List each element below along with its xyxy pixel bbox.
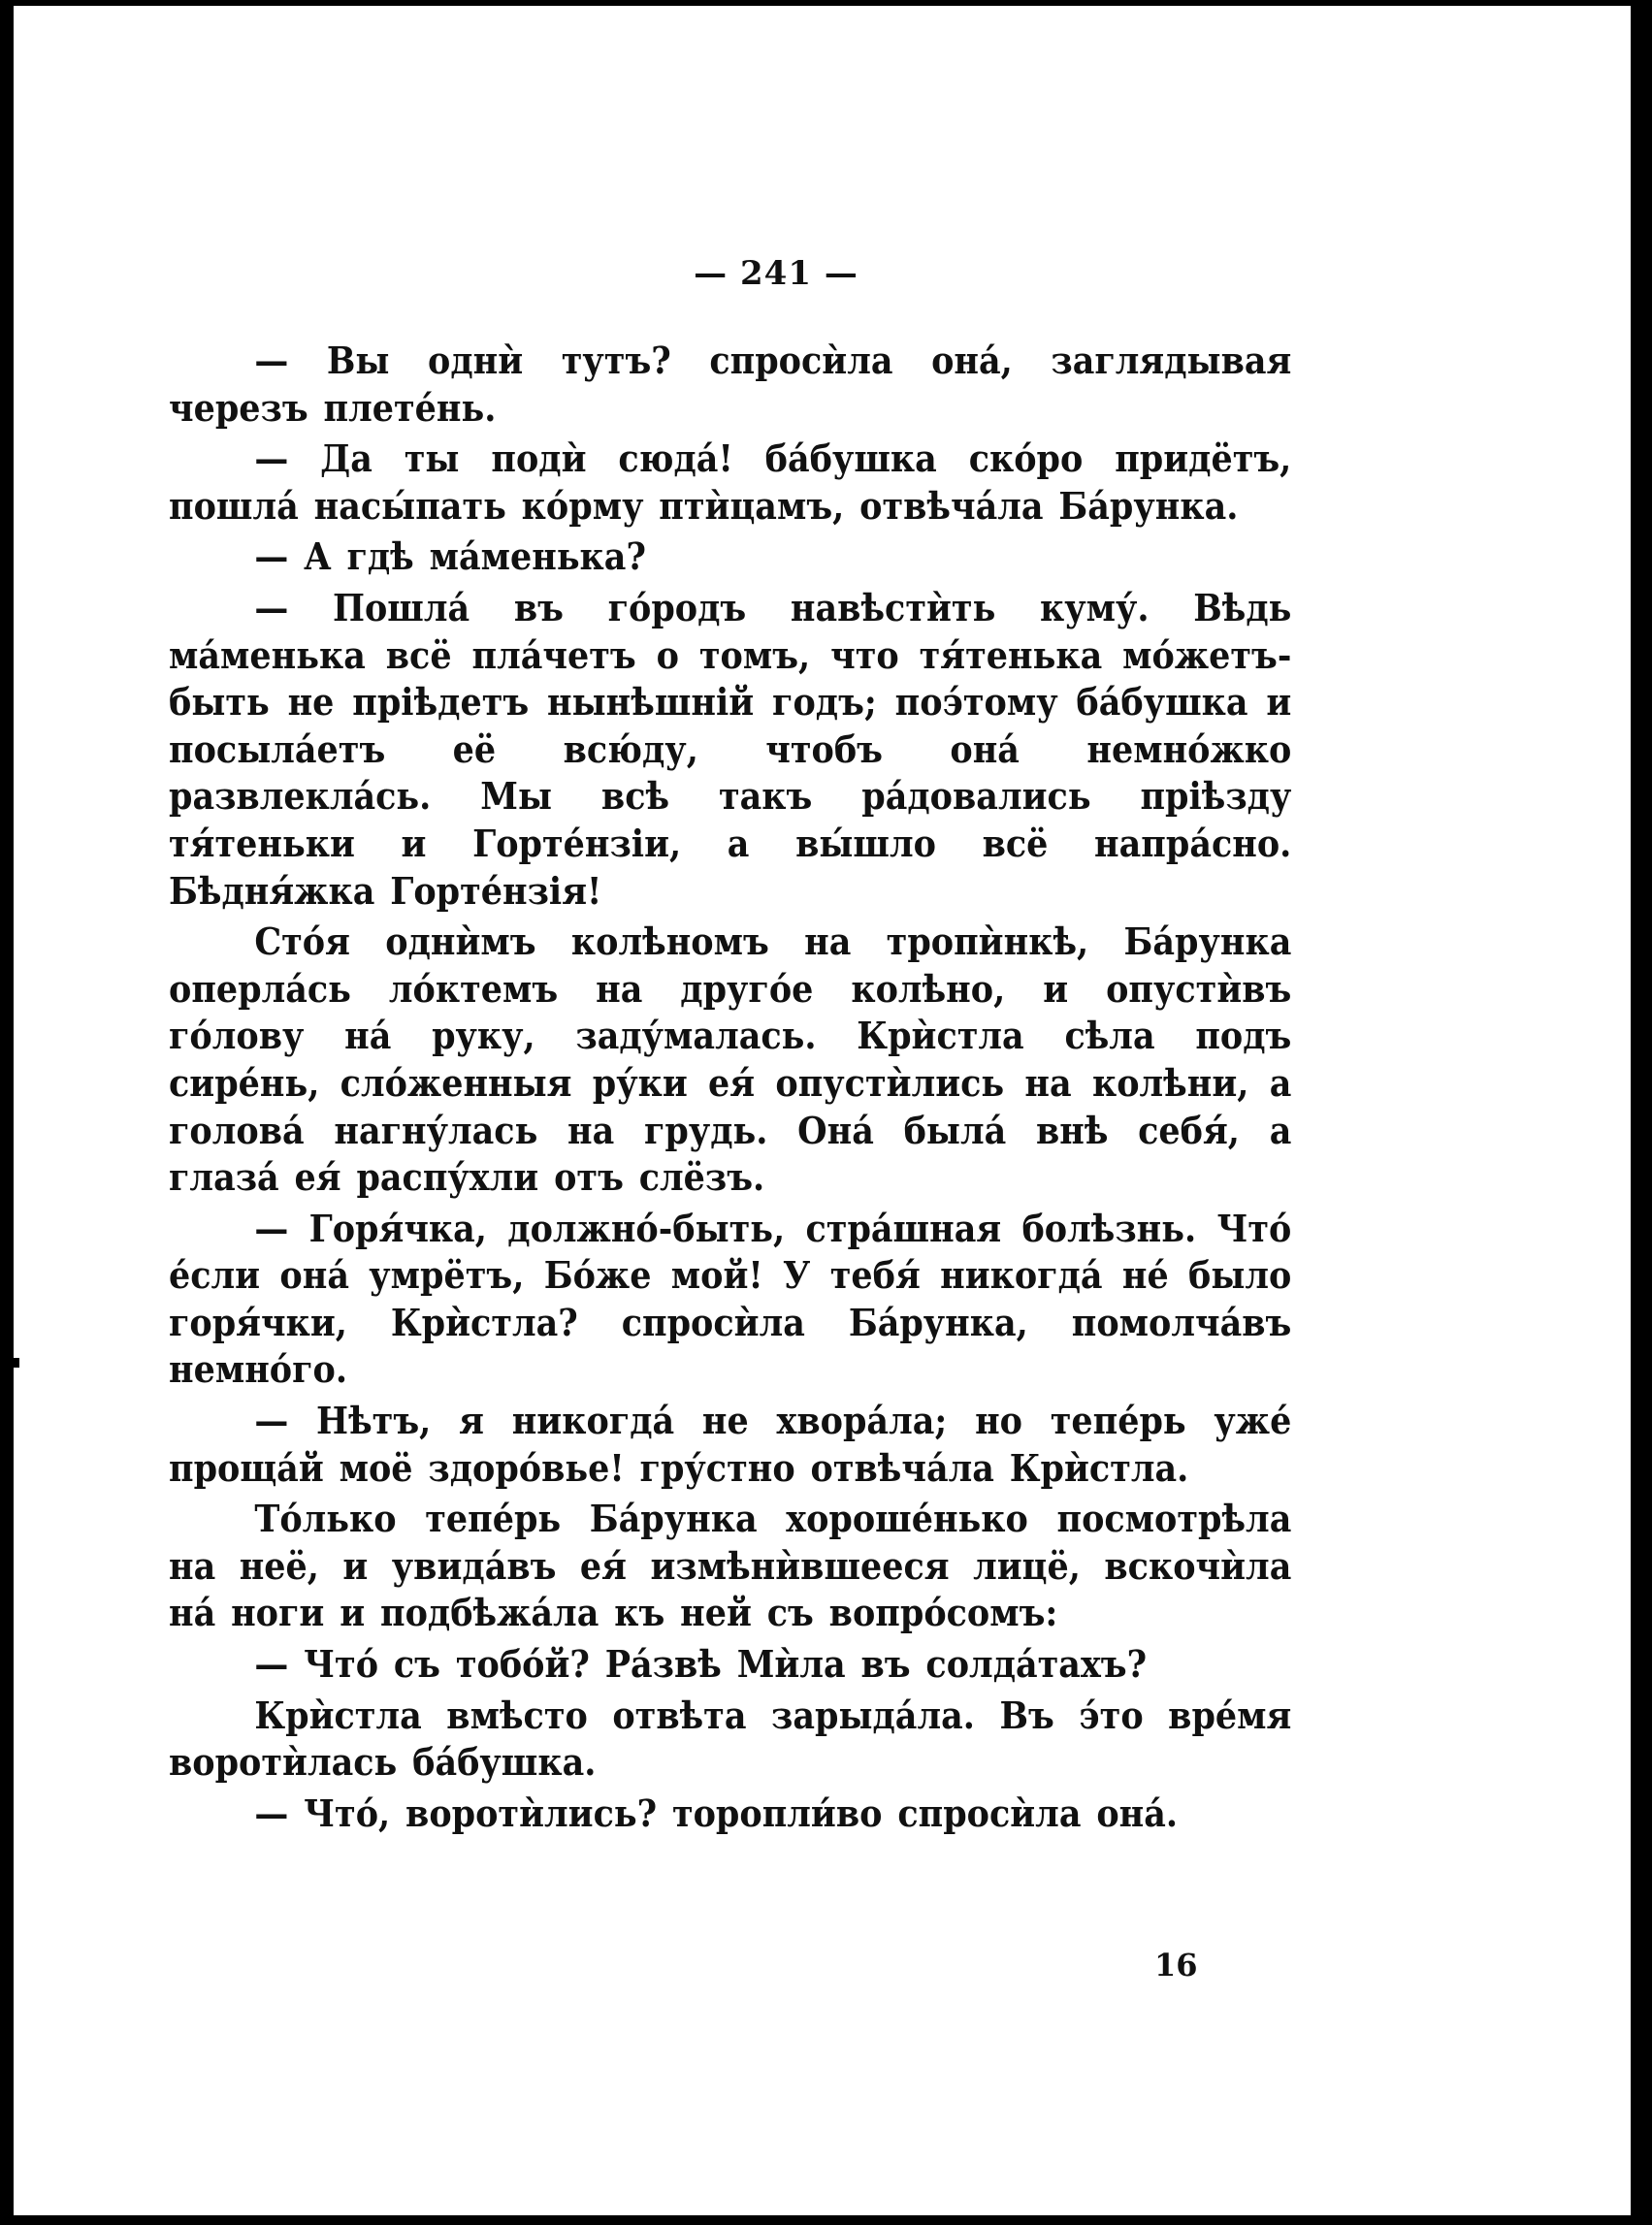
paragraph: — Что́ съ тобо́й? Ра́звѣ Мѝла въ солда́тахъ?: [254, 1642, 1148, 1687]
paragraph: То́лько тепе́рь Ба́рунка хороше́нько посмотрѣла на неё, и увида́въ ея́ измѣнѝвшееся лицё, вскочѝла на́ ноги и подбѣжа́ла къ ней съ вопро́сомъ:: [169, 1497, 1292, 1635]
paragraph: — Горя́чка, должно́-быть, стра́шная болѣзнь. Что́ е́сли она́ умрётъ, Бо́же мой! У тебя́ никогда́ не́ было горя́чки, Крѝстла? спросѝла Ба́рунка, помолча́въ немно́го.: [169, 1206, 1292, 1392]
paragraph: — А гдѣ ма́менька?: [254, 534, 646, 579]
margin-mark: [14, 1358, 19, 1368]
scan-border-left: [0, 0, 14, 2225]
scan-border-bottom: [0, 2215, 1652, 2225]
paragraph: — Что́, воротѝлись? торопли́во спросѝла она́.: [254, 1790, 1179, 1835]
body-text: [169, 338, 1291, 1841]
paragraph: — Пошла́ въ го́родъ навѣстѝть куму́. Вѣдь ма́менька всё пла́четъ о томъ, что тя́тенька мо́жетъ-быть не пріѣдетъ нынѣшній годъ; поэ́тому ба́бушка и посыла́етъ её всю́ду, чтобъ она́ немно́жко развлекла́сь. Мы всѣ такъ ра́довались пріѣзду тя́теньки и Горте́нзіи, а вы́шло всё напра́сно. Бѣдня́жка Горте́нзія!: [169, 585, 1292, 913]
paragraph: — Да ты подѝ сюда́! ба́бушка ско́ро придётъ, пошла́ насы́пать ко́рму птѝцамъ, отвѣча́ла Ба́рунка.: [169, 436, 1292, 528]
printer-signature: 16: [1154, 1947, 1198, 1983]
paragraph: Сто́я однѝмъ колѣномъ на тропѝнкѣ, Ба́рунка оперла́сь ло́ктемъ на друго́е колѣно, и опустѝвъ го́лову на́ руку, заду́малась. Крѝстла сѣла подъ сире́нь, сло́женныя ру́ки ея́ опустѝлись на колѣни, а голова́ нагну́лась на грудь. Она́ была́ внѣ себя́, а глаза́ ея́ распу́хли отъ слёзъ.: [169, 919, 1292, 1200]
scan-border-right: [1631, 0, 1652, 2225]
paragraph: — Вы однѝ тутъ? спросѝла она́, заглядывая черезъ плете́нь.: [169, 339, 1292, 430]
paragraph: Крѝстла вмѣсто отвѣта зарыда́ла. Въ э́то вре́мя воротѝлась ба́бушка.: [169, 1693, 1292, 1785]
scan-border-top: [0, 0, 1652, 6]
paragraph: — Нѣтъ, я никогда́ не хвора́ла; но тепе́рь уже́ проща́й моё здоро́вье! гру́стно отвѣча́ла Крѝстла.: [169, 1399, 1292, 1490]
page-number: — 241 —: [694, 254, 858, 293]
